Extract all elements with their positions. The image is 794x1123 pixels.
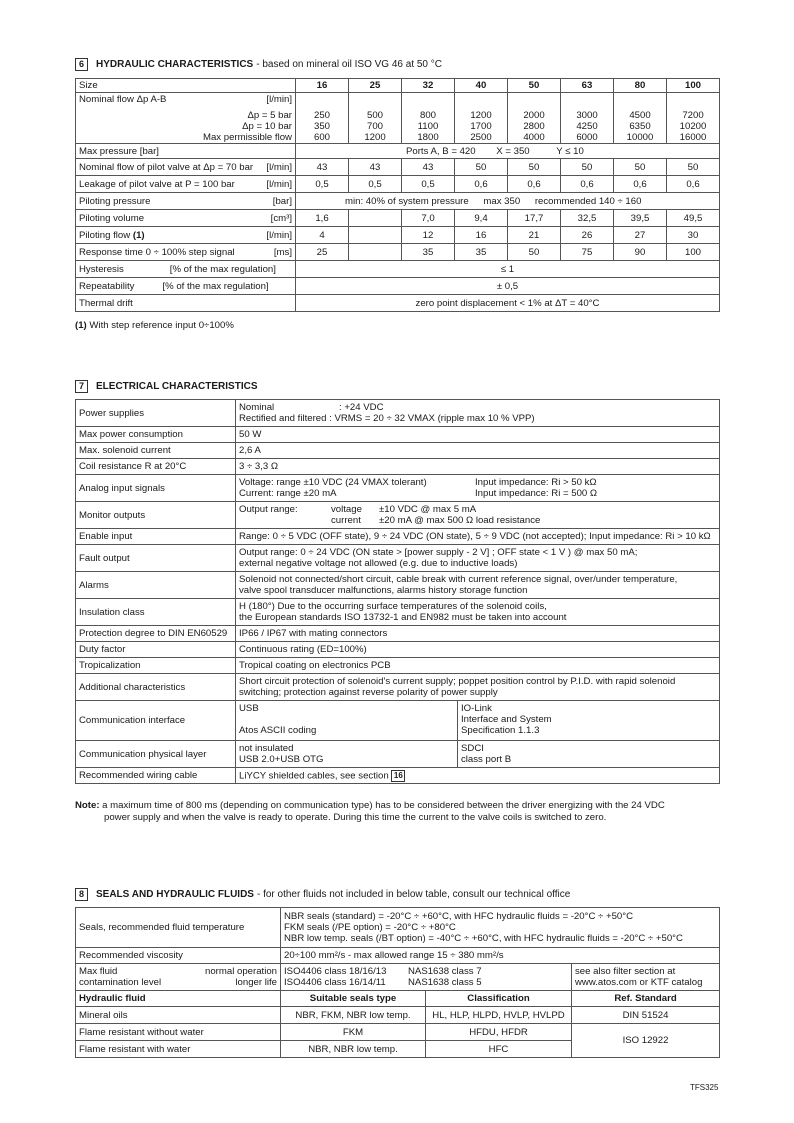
cell: 43 — [402, 159, 455, 176]
alarms-value: Solenoid not connected/short circuit, cable break with current reference signal, over/under temperature, valve spool transducer malfunctions, alarms history storage function — [236, 572, 720, 599]
flow-cell: 3000 4250 6000 — [561, 93, 614, 144]
flow-cell: 2000 2800 4000 — [508, 93, 561, 144]
cell: 50 — [508, 159, 561, 176]
cell: NBR, NBR low temp. — [281, 1041, 426, 1058]
size-cell: 32 — [402, 79, 455, 93]
cell: 50 — [614, 159, 667, 176]
table-row — [76, 278, 720, 295]
column-header: Ref. Standard — [572, 991, 720, 1007]
cell: Flame resistant with water — [76, 1041, 281, 1058]
row-value: 2,6 A — [236, 443, 720, 459]
analog-value: Voltage: range ±10 VDC (24 VMAX tolerant) Input impedance: Ri > 50 kΩ Current: range ±20 mA Input impedance: Ri = 500 Ω — [236, 475, 720, 502]
table-row — [76, 1007, 720, 1024]
hydraulic-table — [75, 78, 720, 312]
cell: 50 — [667, 159, 720, 176]
row-label: Coil resistance R at 20°C — [76, 459, 236, 475]
table-row — [76, 674, 720, 701]
cell: 39,5 — [614, 210, 667, 227]
monitor-value: Output range: voltage ±10 VDC @ max 5 mA current ±20 mA @ max 500 Ω load resistance — [236, 502, 720, 529]
row-value: 3 ÷ 3,3 Ω — [236, 459, 720, 475]
table-row — [76, 1024, 720, 1041]
row-label: Protection degree to DIN EN60529 — [76, 626, 236, 642]
row-label: Max power consumption — [76, 427, 236, 443]
table-row — [76, 210, 720, 227]
table-row — [76, 295, 720, 312]
row-label: Monitor outputs — [76, 502, 236, 529]
row-label: Fault output — [76, 545, 236, 572]
comm-iolink: IO-Link Interface and System Specification 1.1.3 — [458, 701, 720, 741]
table-row — [76, 768, 720, 784]
dp10-label: Δp = 10 bar — [242, 121, 292, 132]
seals-value: NBR seals (standard) = -20°C ÷ +60°C, with HFC hydraulic fluids = -20°C ÷ +50°C FKM seals (/PE option) = -20°C ÷ +80°C NBR low temp. seals (/BT option) = -40°C ÷ +60°C, with HFC hydraulic fluids = -20°C ÷ +50°C — [281, 908, 720, 948]
table-row — [76, 529, 720, 545]
cell: ISO 12922 — [572, 1024, 720, 1058]
piloting-flow-label: Piloting flow (1) [l/min] — [76, 227, 296, 244]
size-cell: 80 — [614, 79, 667, 93]
table-row — [76, 741, 720, 768]
size-cell: 40 — [455, 79, 508, 93]
cell: 0,6 — [455, 176, 508, 193]
row-label: Communication interface — [76, 701, 236, 741]
cell: 50 — [561, 159, 614, 176]
table-row — [76, 908, 720, 948]
size-cell: 16 — [296, 79, 349, 93]
table-row — [76, 93, 720, 144]
response-time-label: Response time 0 ÷ 100% step signal [ms] — [76, 244, 296, 261]
section-number: 6 — [75, 58, 88, 71]
section-title: SEALS AND HYDRAULIC FLUIDS — [96, 888, 254, 900]
cell: 16 — [455, 227, 508, 244]
footnote: (1) With step reference input 0÷100% — [75, 320, 234, 331]
cell: 50 — [455, 159, 508, 176]
table-row — [76, 176, 720, 193]
cell: 4 — [296, 227, 349, 244]
cell: 100 — [667, 244, 720, 261]
row-label: Duty factor — [76, 642, 236, 658]
cell: 32,5 — [561, 210, 614, 227]
wiring-value: LiYCY shielded cables, see section 16 — [236, 768, 720, 784]
size-cell: 25 — [349, 79, 402, 93]
row-value: Continuous rating (ED=100%) — [236, 642, 720, 658]
cell — [349, 227, 402, 244]
phys-sdci: SDCI class port B — [458, 741, 720, 768]
cell: 50 — [508, 244, 561, 261]
cell: 0,5 — [349, 176, 402, 193]
cell: 0,6 — [508, 176, 561, 193]
table-row — [76, 948, 720, 964]
unit-text: [l/min] — [266, 94, 292, 105]
contamination-ref: see also filter section at www.atos.com or KTF catalog — [572, 964, 720, 991]
cell: 27 — [614, 227, 667, 244]
table-row — [76, 193, 720, 210]
power-value: Nominal : +24 VDC Rectified and filtered : VRMS = 20 ÷ 32 VMAX (ripple max 10 % VPP) — [236, 400, 720, 427]
row-label: Enable input — [76, 529, 236, 545]
comm-usb: USB Atos ASCII coding — [236, 701, 458, 741]
hysteresis-label: Hysteresis [% of the max regulation] — [76, 261, 296, 278]
label-text: Nominal flow Δp A-B — [79, 94, 167, 105]
flow-cell: 800 1100 1800 — [402, 93, 455, 144]
cell: DIN 51524 — [572, 1007, 720, 1024]
row-value: IP66 / IP67 with mating connectors — [236, 626, 720, 642]
section-8 — [75, 887, 570, 901]
cell: 90 — [614, 244, 667, 261]
row-label: Communication physical layer — [76, 741, 236, 768]
table-row — [76, 701, 720, 741]
hysteresis-value: ≤ 1 — [296, 261, 720, 278]
section-ref-icon: 16 — [391, 770, 405, 782]
section-7 — [75, 379, 257, 393]
cell: 26 — [561, 227, 614, 244]
table-row — [76, 459, 720, 475]
cell: 0,5 — [402, 176, 455, 193]
size-cell: 100 — [667, 79, 720, 93]
flow-cell: 7200 10200 16000 — [667, 93, 720, 144]
row-label: Power supplies — [76, 400, 236, 427]
seals-table — [75, 907, 720, 1058]
cell: 75 — [561, 244, 614, 261]
row-label: Additional characteristics — [76, 674, 236, 701]
size-cell: 63 — [561, 79, 614, 93]
section-7-header — [75, 379, 257, 393]
column-header: Suitable seals type — [281, 991, 426, 1007]
maxflow-label: Max permissible flow — [202, 132, 292, 143]
row-value: 50 W — [236, 427, 720, 443]
electrical-note: Note: a maximum time of 800 ms (depending on communication type) has to be considered between the driver energizing with the 24 VDC power supply and when the valve is ready to operate. During this time the current to the valve coils is switched to zero. — [75, 800, 665, 823]
row-value: 20÷100 mm²/s - max allowed range 15 ÷ 380 mm²/s — [281, 948, 720, 964]
cell: HL, HLP, HLPD, HVLP, HVLPD — [426, 1007, 572, 1024]
table-row — [76, 545, 720, 572]
section-title: HYDRAULIC CHARACTERISTICS — [96, 58, 254, 70]
cell — [349, 210, 402, 227]
cell: 25 — [296, 244, 349, 261]
cell: 0,5 — [296, 176, 349, 193]
row-label: Tropicalization — [76, 658, 236, 674]
piloting-volume-label: Piloting volume [cm³] — [76, 210, 296, 227]
cell: 30 — [667, 227, 720, 244]
section-6-header — [75, 57, 442, 71]
section-number: 8 — [75, 888, 88, 901]
cell — [349, 244, 402, 261]
cell: Mineral oils — [76, 1007, 281, 1024]
row-label: Insulation class — [76, 599, 236, 626]
table-row — [76, 79, 720, 93]
cell: 0,6 — [614, 176, 667, 193]
dp5-label: Δp = 5 bar — [247, 110, 292, 121]
nominal-flow-label — [76, 93, 296, 144]
table-row — [76, 642, 720, 658]
cell: 0,6 — [667, 176, 720, 193]
table-row — [76, 658, 720, 674]
cell: 43 — [296, 159, 349, 176]
section-subtitle: - based on mineral oil ISO VG 46 at 50 °C — [256, 58, 442, 70]
electrical-table — [75, 399, 720, 784]
table-row — [76, 400, 720, 427]
table-row — [76, 227, 720, 244]
flow-cell: 500 700 1200 — [349, 93, 402, 144]
section-6 — [75, 57, 442, 71]
cell: 35 — [402, 244, 455, 261]
section-8-header — [75, 887, 570, 901]
size-cell: 50 — [508, 79, 561, 93]
row-value: Tropical coating on electronics PCB — [236, 658, 720, 674]
cell: 35 — [455, 244, 508, 261]
fault-value: Output range: 0 ÷ 24 VDC (ON state > [power supply - 2 V] ; OFF state < 1 V ) @ max 50 mA; external negative voltage not allowed (e.g. due to inductive loads) — [236, 545, 720, 572]
max-pressure-label: Max pressure [bar] — [76, 144, 296, 159]
pilot-flow-label: Nominal flow of pilot valve at Δp = 70 bar [l/min] — [76, 159, 296, 176]
cell: HFC — [426, 1041, 572, 1058]
cell: 12 — [402, 227, 455, 244]
section-number: 7 — [75, 380, 88, 393]
table-row — [76, 159, 720, 176]
contamination-value: ISO4406 class 18/16/13 NAS1638 class 7 ISO4406 class 16/14/11 NAS1638 class 5 — [281, 964, 572, 991]
cell: HFDU, HFDR — [426, 1024, 572, 1041]
size-label: Size — [76, 79, 296, 93]
repeatability-label: Repeatability [% of the max regulation] — [76, 278, 296, 295]
piloting-pressure-label: Piloting pressure [bar] — [76, 193, 296, 210]
section-subtitle: - for other fluids not included in below table, consult our technical office — [256, 888, 571, 900]
cell: 9,4 — [455, 210, 508, 227]
max-pressure-value: Ports A, B = 420 X = 350 Y ≤ 10 — [296, 144, 720, 159]
table-row — [76, 144, 720, 159]
flow-cell: 4500 6350 10000 — [614, 93, 667, 144]
cell: NBR, FKM, NBR low temp. — [281, 1007, 426, 1024]
thermal-drift-label: Thermal drift — [76, 295, 296, 312]
row-label: Recommended viscosity — [76, 948, 281, 964]
row-label: Analog input signals — [76, 475, 236, 502]
insulation-value: H (180°) Due to the occurring surface temperatures of the solenoid coils, the European standards ISO 13732-1 and EN982 must be taken into account — [236, 599, 720, 626]
cell: 49,5 — [667, 210, 720, 227]
section-title: ELECTRICAL CHARACTERISTICS — [96, 380, 258, 392]
table-row — [76, 244, 720, 261]
flow-cell: 1200 1700 2500 — [455, 93, 508, 144]
leakage-label: Leakage of pilot valve at P = 100 bar [l/min] — [76, 176, 296, 193]
contamination-label: Max fluid normal operation contamination level longer life — [76, 964, 281, 991]
table-row — [76, 626, 720, 642]
table-row — [76, 443, 720, 459]
row-label: Alarms — [76, 572, 236, 599]
cell: 7,0 — [402, 210, 455, 227]
row-label: Seals, recommended fluid temperature — [76, 908, 281, 948]
table-row — [76, 502, 720, 529]
phys-usb: not insulated USB 2.0+USB OTG — [236, 741, 458, 768]
flow-cell: 250 350 600 — [296, 93, 349, 144]
thermal-drift-value: zero point displacement < 1% at ΔT = 40°C — [296, 295, 720, 312]
piloting-pressure-value: min: 40% of system pressure max 350 recommended 140 ÷ 160 — [296, 193, 720, 210]
column-header: Classification — [426, 991, 572, 1007]
table-row — [76, 599, 720, 626]
table-row — [76, 964, 720, 991]
row-label: Recommended wiring cable — [76, 768, 236, 784]
row-value: Range: 0 ÷ 5 VDC (OFF state), 9 ÷ 24 VDC (ON state), 5 ÷ 9 VDC (not accepted); Input impedance: Ri > 10 kΩ — [236, 529, 720, 545]
cell: FKM — [281, 1024, 426, 1041]
cell: Flame resistant without water — [76, 1024, 281, 1041]
table-row — [76, 427, 720, 443]
additional-value: Short circuit protection of solenoid's current supply; poppet position control by P.I.D. with rapid solenoid switching; protection against reverse polarity of power supply — [236, 674, 720, 701]
cell: 43 — [349, 159, 402, 176]
footer-code: TFS325 — [690, 1083, 719, 1092]
cell: 17,7 — [508, 210, 561, 227]
table-row — [76, 261, 720, 278]
table-row — [76, 991, 720, 1007]
table-row — [76, 475, 720, 502]
table-row — [76, 572, 720, 599]
cell: 0,6 — [561, 176, 614, 193]
row-label: Max. solenoid current — [76, 443, 236, 459]
column-header: Hydraulic fluid — [76, 991, 281, 1007]
repeatability-value: ± 0,5 — [296, 278, 720, 295]
cell: 21 — [508, 227, 561, 244]
cell: 1,6 — [296, 210, 349, 227]
